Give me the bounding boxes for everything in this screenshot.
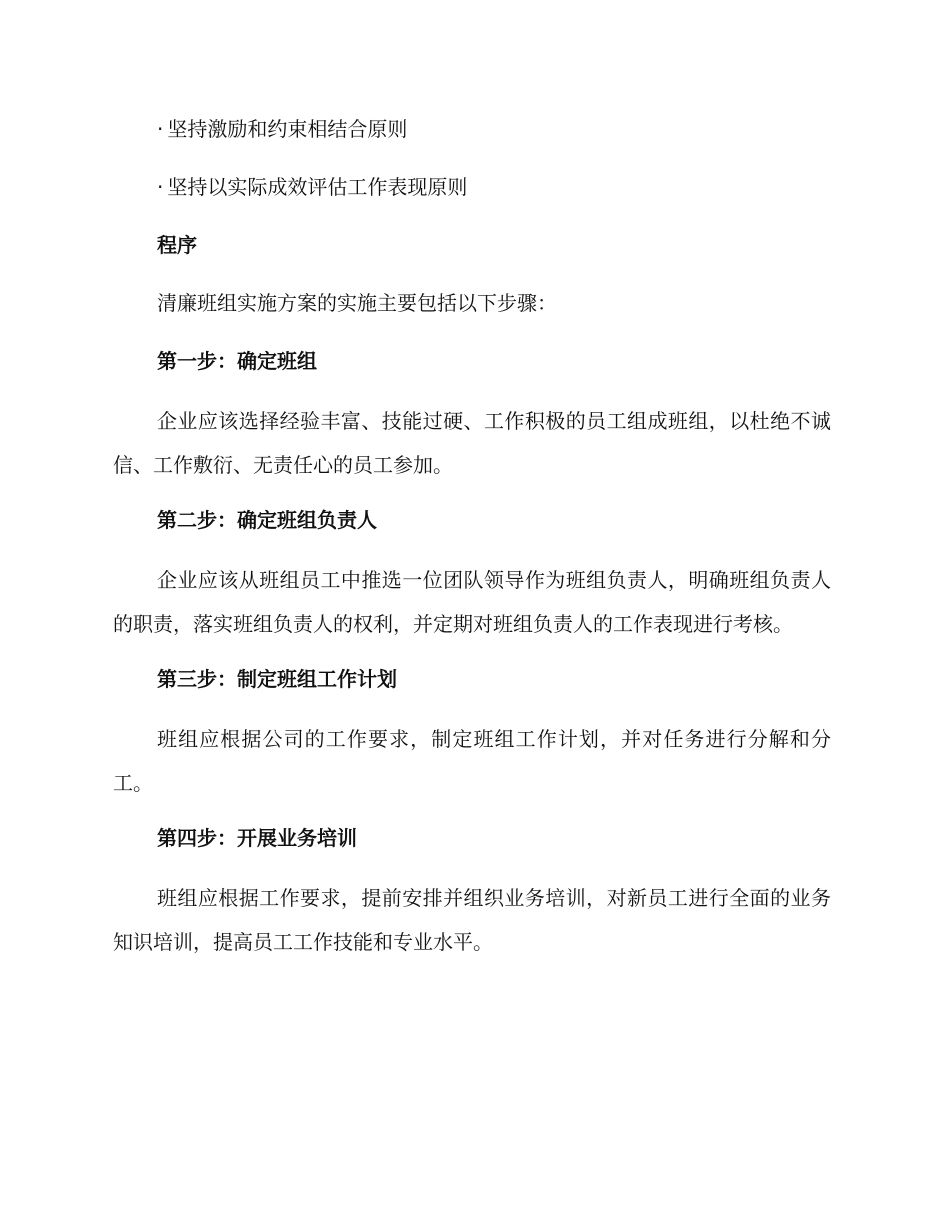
principle-text: 坚持激励和约束相结合原则 — [167, 117, 408, 141]
section-title: 程序 — [157, 233, 197, 257]
step-title: 第二步：确定班组负责人 — [157, 508, 377, 532]
step-title: 第四步：开展业务培训 — [157, 826, 357, 850]
step-paragraph: 班组应根据工作要求，提前安排并组织业务培训，对新员工进行全面的业务知识培训，提高员工工作技能和专业水平。 — [113, 886, 831, 954]
principle-text: 坚持以实际成效评估工作表现原则 — [167, 175, 468, 199]
step-paragraph: 企业应该从班组员工中推选一位团队领导作为班组负责人，明确班组负责人的职责，落实班组负责人的权利，并定期对班组负责人的工作表现进行考核。 — [113, 568, 831, 636]
bullet-symbol: · — [157, 175, 164, 199]
step-title: 第三步：制定班组工作计划 — [157, 667, 397, 691]
step-paragraph: 班组应根据公司的工作要求，制定班组工作计划，并对任务进行分解和分工。 — [113, 727, 831, 795]
document-body — [113, 110, 831, 978]
bullet-symbol: · — [157, 117, 164, 141]
step-paragraph: 企业应该选择经验丰富、技能过硬、工作积极的员工组成班组，以杜绝不诚信、工作敷衍、无责任心的员工参加。 — [113, 409, 831, 477]
principle-item — [157, 110, 831, 148]
step-title: 第一步：确定班组 — [157, 349, 317, 373]
intro-paragraph: 清廉班组实施方案的实施主要包括以下步骤： — [157, 291, 557, 315]
principle-item — [157, 168, 831, 206]
